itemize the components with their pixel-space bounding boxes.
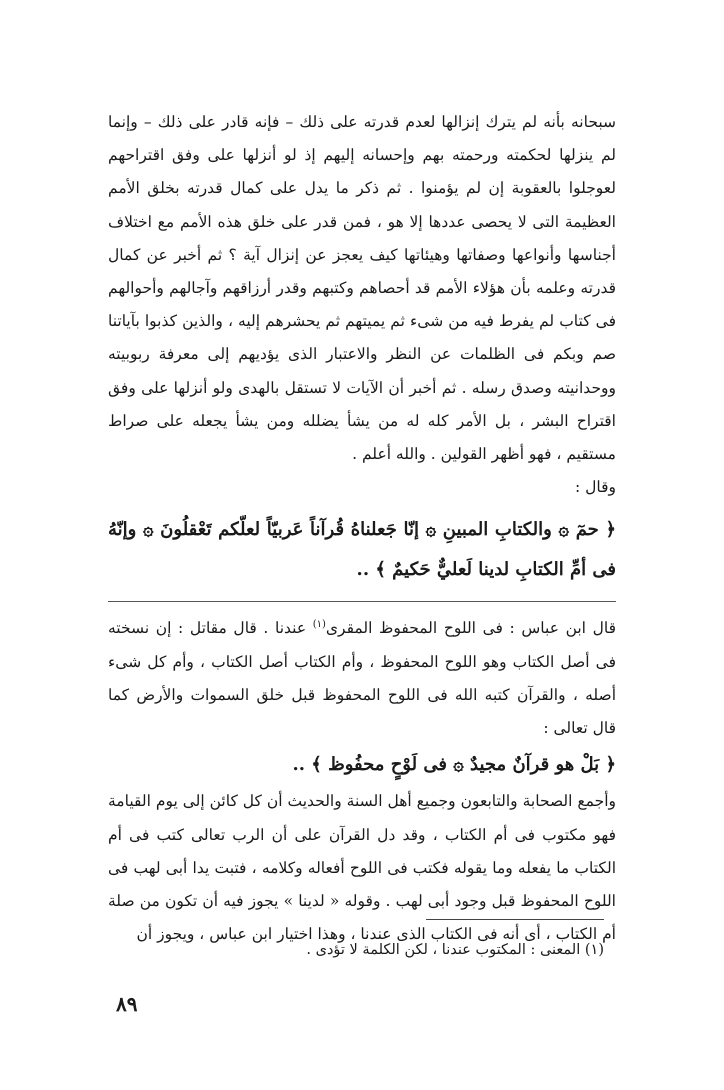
paragraph-2: وقال : [574, 478, 616, 497]
paragraph-3-rest: عندنا . قال مقاتل : إن نسخته فى أصل الكتاب وهو اللوح المحفوظ ، وأم الكتاب أصل الكتاب ، وأم كل شىء أصله ، والقرآن كتبه الله فى اللوح المحفوظ قبل خلق السموات والأرض كما قال تعالى : [108, 619, 616, 738]
footnote: (١) المعنى : المكتوب عندنا ، لكن الكلمة لا تؤدى . [306, 942, 604, 958]
footnote-divider [426, 919, 604, 920]
paragraph-3 [108, 608, 616, 745]
footnote-reference: (١) [312, 619, 326, 631]
main-text [108, 106, 616, 951]
page-number: ٨٩ [116, 992, 138, 1016]
verse-divider [108, 601, 616, 602]
verse-block-1 [108, 510, 616, 602]
paragraph-4: وأجمع الصحابة والتابعون وجميع أهل السنة والحديث أن كل كائن إلى يوم القيامة فهو مكتوب فى أم الكتاب ، وقد دل القرآن على أن الرب تعالى كتب فى أم الكتاب ما يفعله وما يقوله فكتب فى اللوح أفعاله وكلامه ، فتبت يدا أبى لهب فى اللوح المحفوظ قبل وجود أبى لهب . وقوله « لدينا » يجوز فيه أن تكون من صلة أم الكتاب ، أى أنه فى الكتاب الذى عندنا ، وهذا اختيار ابن عباس ، ويجوز أن [108, 792, 616, 944]
quran-verse-1: ﴿ حمٓ ۞ والكتابِ المبينِ ۞ إنّا جَعلناهُ قُرآناً عَربيّاً لعلّكم تَعْقلُونَ ۞ وإنّهُ فى أمِّ الكتابِ لدينا لَعليٌّ حَكيمٌ ﴾ .. [108, 519, 616, 581]
quran-verse-2: ﴿ بَلْ هو قرآنٌ مجيدٌ ۞ فى لَوْحٍ محفُوظ ﴾ .. [292, 754, 616, 776]
paragraph-3-start: قال ابن عباس : فى اللوح المحفوظ المقرى [325, 619, 616, 638]
paragraph-1: سبحانه بأنه لم يترك إنزالها لعدم قدرته على ذلك – فإنه قادر على ذلك – وإنما لم ينزلها لحكمته ورحمته بهم وإحسانه إليهم إذ لو أنزلها على وفق اقتراحهم لعوجلوا بالعقوبة إن لم يؤمنوا . ثم ذكر ما يدل على كمال قدرته بخلق الأمم العظيمة التى لا يحصى عددها إلا هو ، فمن قدر على خلق هذه الأمم مع اختلاف أجناسها وأنواعها وصفاتها وهيئاتها كيف يعجز عن إنزال آية ؟ ثم أخبر عن كمال قدرته وعلمه بأن هؤلاء الأمم قد أحصاهم وكتبهم وقدر أرزاقهم وآجالهم وأحوالهم فى كتاب لم يفرط فيه من شىء ثم يميتهم ثم يحشرهم إليه ، والذين كذبوا بآياتنا صم وبكم فى الظلمات عن النظر والاعتبار الذى يؤديهم إلى معرفة ربوبيته ووحدانيته وصدق رسله . ثم أخبر أن الآيات لا تستقل بالهدى ولو أنزلها على وفق اقتراح البشر ، بل الأمر كله له من يشأ يضلله ومن يشأ يجعله على صراط مستقيم ، فهو أظهر القولين . والله أعلم . [108, 113, 616, 464]
